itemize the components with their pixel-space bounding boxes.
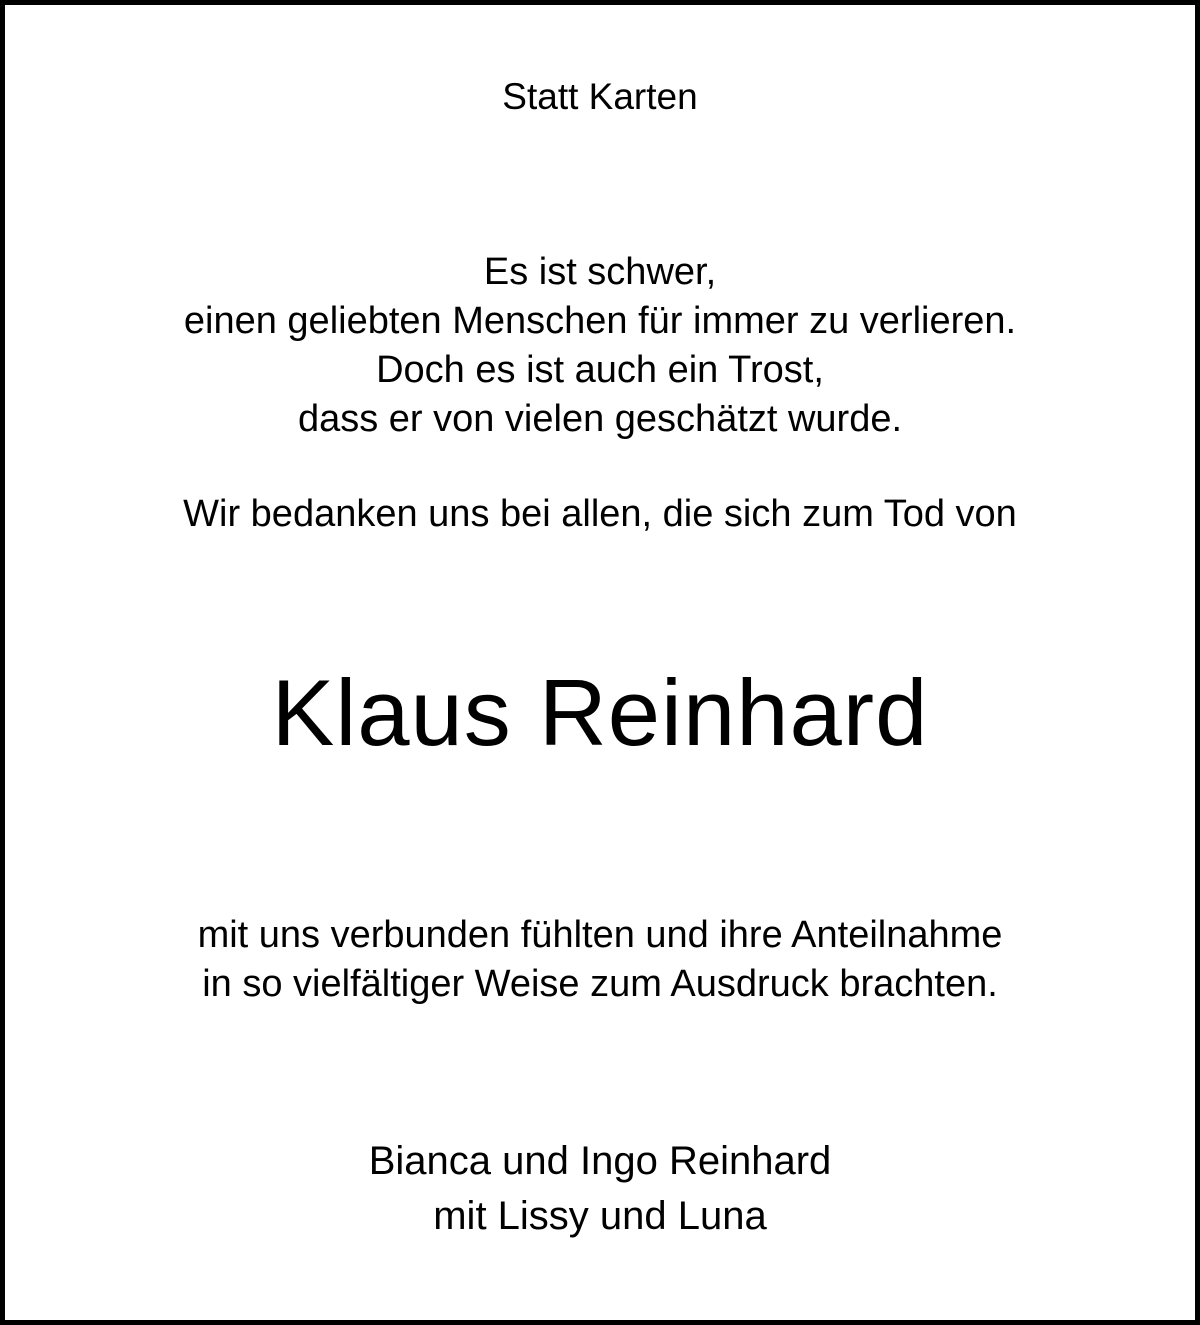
header-text: Statt Karten (502, 76, 698, 117)
thanks-closing-line-2: in so vielfältiger Weise zum Ausdruck brachten. (202, 963, 998, 1005)
verse-line-2: einen geliebten Menschen für immer zu verlieren. (183, 300, 1017, 342)
verse-line-4: dass er von vielen geschätzt wurde. (297, 398, 903, 440)
signature-line-2: mit Lissy und Luna (433, 1194, 767, 1238)
deceased-name: Klaus Reinhard (271, 660, 929, 765)
verse-line-3: Doch es ist auch ein Trost, (376, 349, 824, 391)
thanks-closing-line-1: mit uns verbunden fühlten und ihre Anteilnahme (197, 914, 1003, 956)
signature-line-1: Bianca und Ingo Reinhard (368, 1139, 832, 1183)
verse-line-1: Es ist schwer, (483, 251, 717, 293)
thanks-intro: Wir bedanken uns bei allen, die sich zum Tod von (183, 493, 1017, 535)
